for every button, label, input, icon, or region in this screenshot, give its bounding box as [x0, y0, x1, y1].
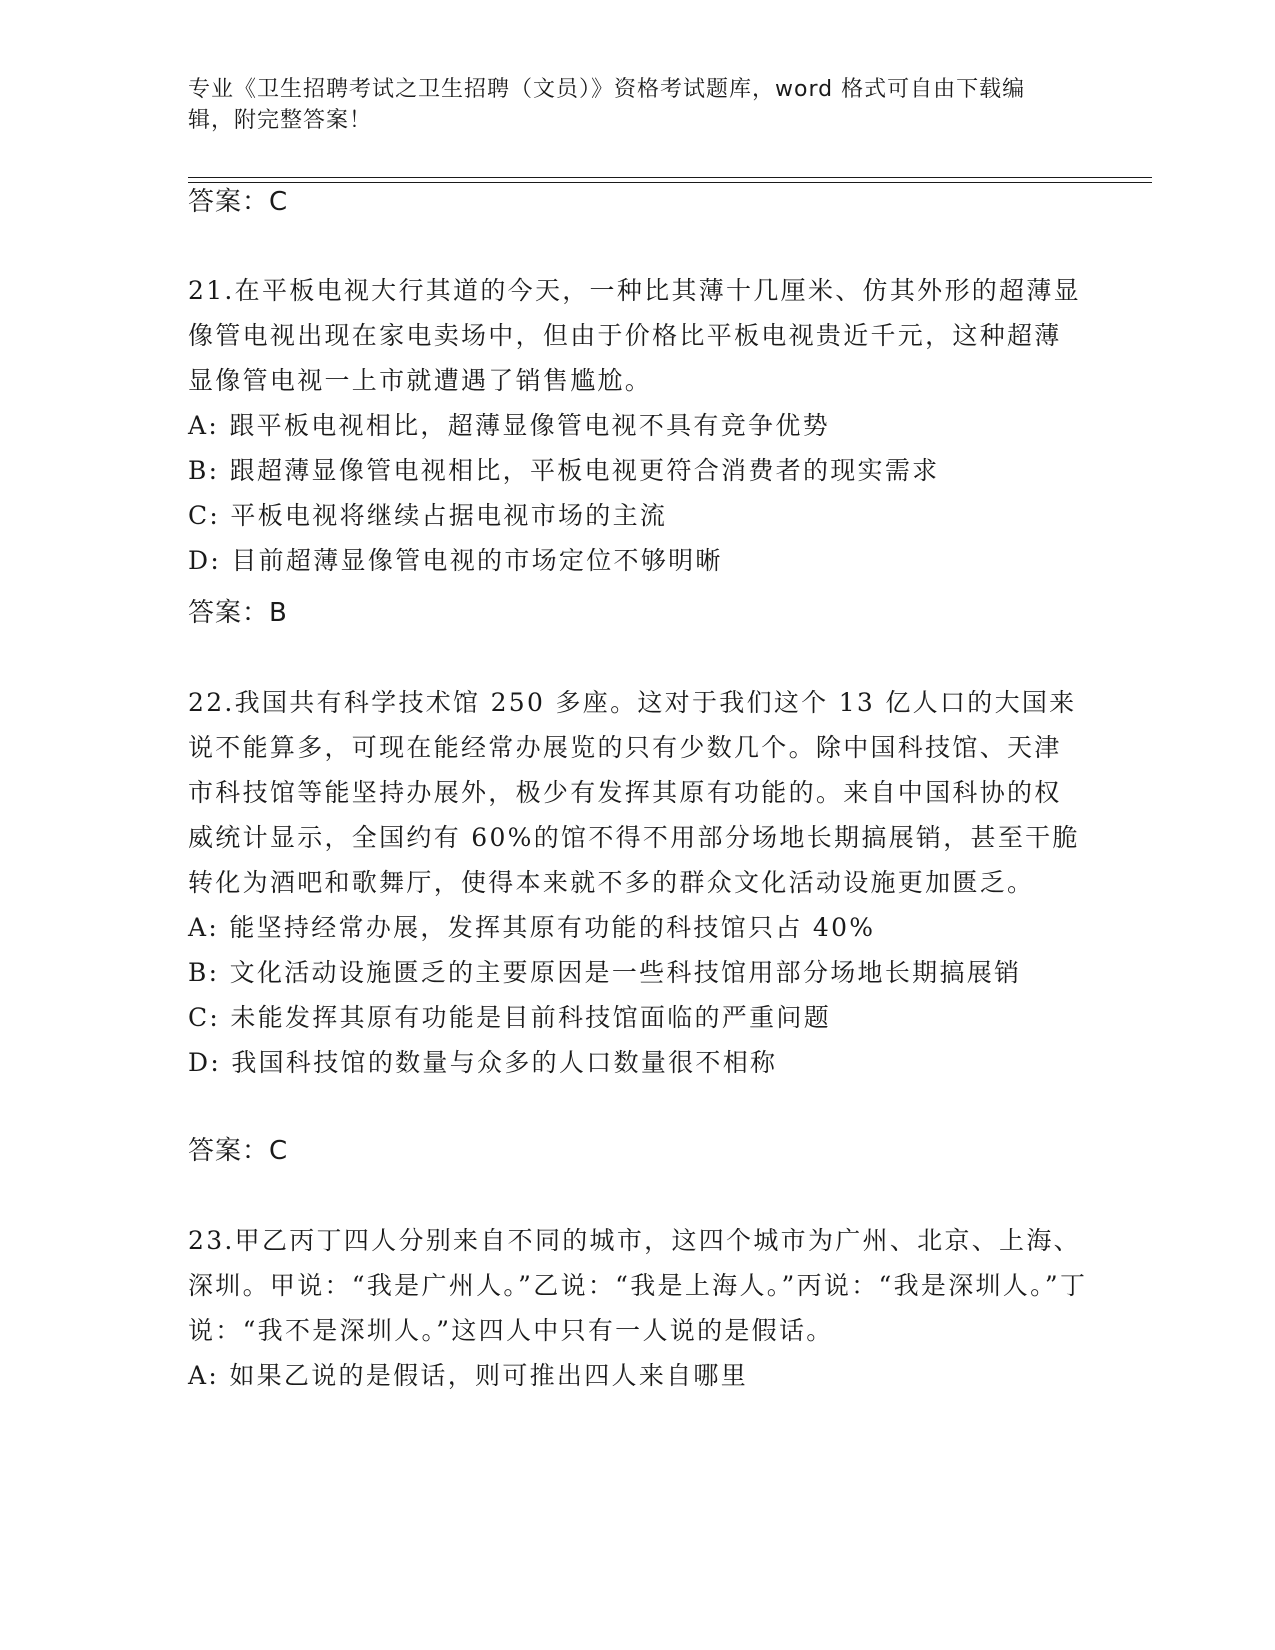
- option-d: D: 目前超薄显像管电视的市场定位不够明晰: [188, 546, 723, 575]
- question-22: [188, 680, 1088, 1085]
- option-d: D: 我国科技馆的数量与众多的人口数量很不相称: [188, 1048, 778, 1077]
- answer-22: 答案：C: [188, 1136, 289, 1166]
- header-divider-top: [188, 177, 1152, 178]
- option-a: A: 如果乙说的是假话，则可推出四人来自哪里: [188, 1361, 749, 1390]
- document-header: 专业《卫生招聘考试之卫生招聘（文员）》资格考试题库，word 格式可自由下载编辑，附完整答案！: [188, 77, 1026, 133]
- answer-previous: 答案：C: [188, 187, 289, 217]
- option-b: B: 跟超薄显像管电视相比，平板电视更符合消费者的现实需求: [188, 456, 940, 485]
- option-b: B: 文化活动设施匮乏的主要原因是一些科技馆用部分场地长期搞展销: [188, 958, 1022, 987]
- option-c: C: 平板电视将继续占据电视市场的主流: [188, 501, 668, 530]
- header-divider-bottom: [188, 182, 1152, 183]
- option-c: C: 未能发挥其原有功能是目前科技馆面临的严重问题: [188, 1003, 831, 1032]
- question-stem: 22.我国共有科学技术馆 250 多座。这对于我们这个 13 亿人口的大国来说不能算多，可现在能经常办展览的只有少数几个。除中国科技馆、天津市科技馆等能坚持办展外，极少有发挥其原有功能的。来自中国科协的权威统计显示，全国约有 60%的馆不得不用部分场地长期搞展销，甚至干脆转化为酒吧和歌舞厅，使得本来就不多的群众文化活动设施更加匮乏。: [188, 688, 1080, 897]
- question-21: [188, 268, 1088, 583]
- question-23: [188, 1218, 1088, 1398]
- option-a: A: 能坚持经常办展，发挥其原有功能的科技馆只占 40%: [188, 913, 876, 942]
- option-a: A: 跟平板电视相比，超薄显像管电视不具有竞争优势: [188, 411, 830, 440]
- question-stem: 21.在平板电视大行其道的今天，一种比其薄十几厘米、仿其外形的超薄显像管电视出现在家电卖场中，但由于价格比平板电视贵近千元，这种超薄显像管电视一上市就遭遇了销售尴尬。: [188, 276, 1081, 395]
- answer-21: 答案：B: [188, 598, 288, 628]
- question-stem: 23.甲乙丙丁四人分别来自不同的城市，这四个城市为广州、北京、上海、深圳。甲说：“我是广州人。”乙说：“我是上海人。”丙说：“我是深圳人。”丁说：“我不是深圳人。”这四人中只有一人说的是假话。: [188, 1226, 1088, 1345]
